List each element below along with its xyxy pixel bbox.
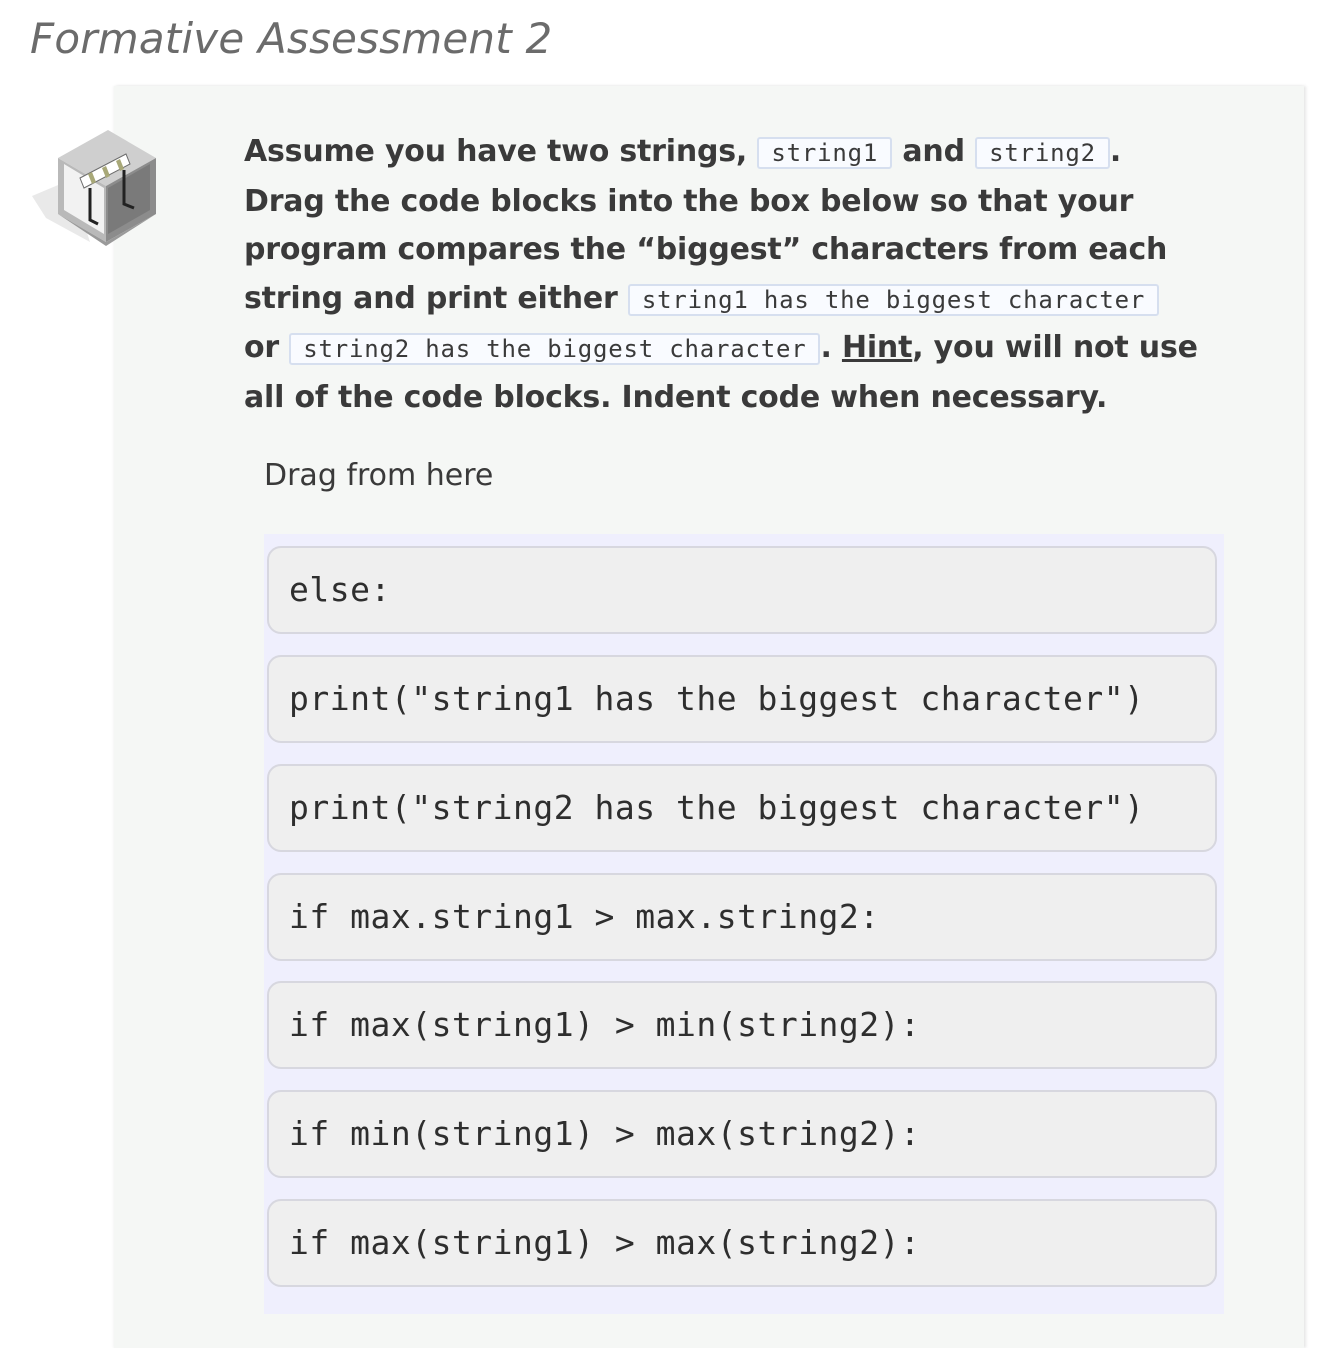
- code-string2: string2: [975, 137, 1110, 169]
- code-block-print-string2[interactable]: print("string2 has the biggest character"): [267, 764, 1217, 852]
- hint-label: Hint: [841, 330, 913, 365]
- drag-source-area[interactable]: [264, 534, 1224, 1314]
- code-block-print-string1[interactable]: print("string1 has the biggest character"): [267, 655, 1217, 743]
- code-string1: string1: [757, 137, 892, 169]
- question-prompt: [244, 128, 1204, 422]
- parsons-puzzle-icon: [30, 124, 164, 248]
- prompt-text: and: [892, 134, 976, 169]
- code-block-if-max-min[interactable]: if max(string1) > min(string2):: [267, 981, 1217, 1069]
- code-block-if-min-max[interactable]: if min(string1) > max(string2):: [267, 1090, 1217, 1178]
- prompt-text: or: [244, 330, 290, 365]
- code-string1-message: string1 has the biggest character: [628, 284, 1159, 316]
- page-title: Formative Assessment 2: [30, 14, 553, 63]
- code-block-else[interactable]: else:: [267, 546, 1217, 634]
- code-block-if-max-dot[interactable]: if max.string1 > max.string2:: [267, 873, 1217, 961]
- drag-source-label: Drag from here: [264, 458, 494, 493]
- code-block-if-max-max[interactable]: if max(string1) > max(string2):: [267, 1199, 1217, 1287]
- prompt-text: .: [820, 330, 842, 365]
- prompt-text: . Drag the code blocks into the box below so that your program compares the “biggest” characters from each string and print either: [244, 134, 1168, 316]
- prompt-text: , you will not use all of the code blocks. Indent code when necessary.: [244, 330, 1198, 415]
- prompt-text: Assume you have two strings,: [244, 134, 758, 169]
- code-string2-message: string2 has the biggest character: [289, 333, 820, 365]
